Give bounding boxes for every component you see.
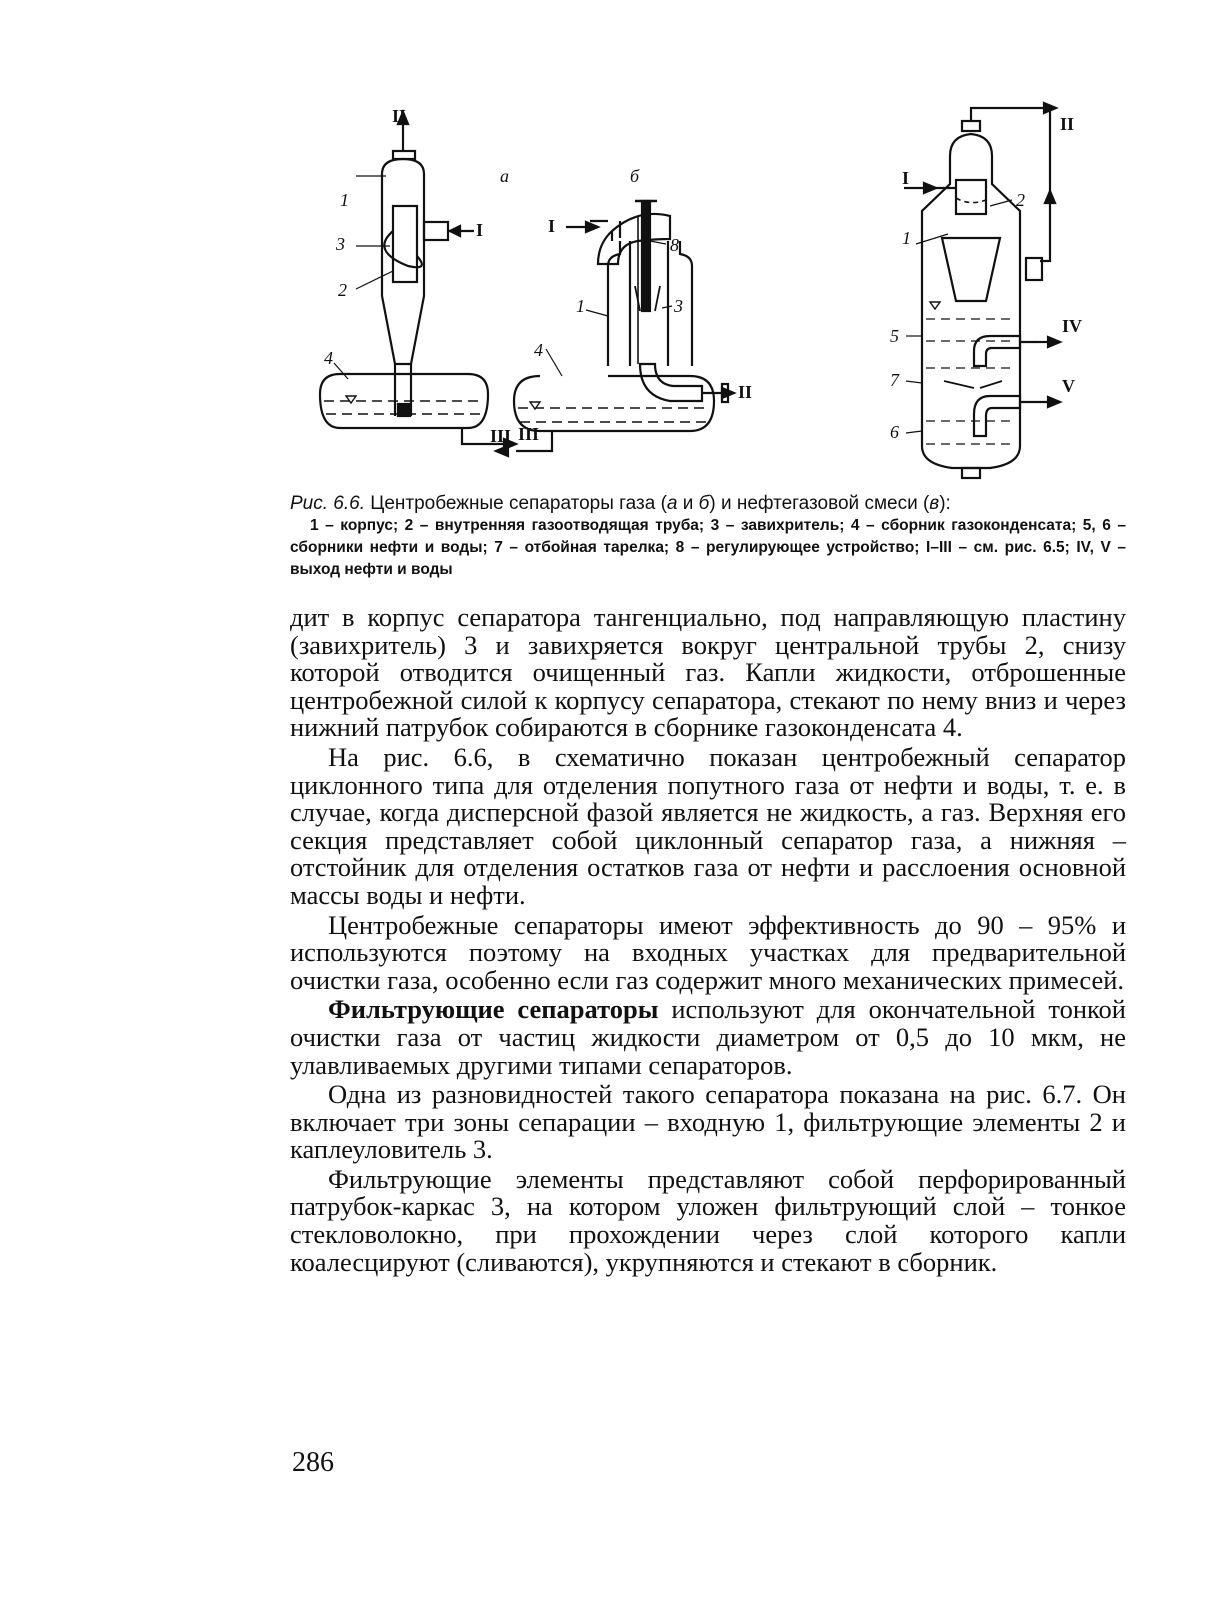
caption-title-a: а bbox=[666, 493, 678, 514]
label-a-3: 3 bbox=[336, 234, 345, 254]
caption-title-end: ): bbox=[939, 493, 951, 514]
paragraph-4-rest: используют для окончательной тонкой очистки газа от частиц жидкости диаметром от 0,5 до 10 мкм, не улавливаемых другими типами сепараторов. bbox=[290, 994, 1126, 1080]
paragraph-4-term: Фильтрующие сепараторы bbox=[328, 994, 659, 1025]
label-a-cond-out: III bbox=[518, 424, 540, 444]
label-b-cond-out: III bbox=[490, 426, 512, 446]
label-b-4: 4 bbox=[534, 340, 543, 360]
paragraph-4 bbox=[290, 996, 1126, 1079]
label-a-gas-out: II bbox=[392, 106, 407, 126]
label-a-1: 1 bbox=[340, 190, 349, 210]
separator-b bbox=[496, 201, 734, 456]
body-text bbox=[290, 604, 1126, 1278]
paragraph-6: Фильтрующие элементы представляют собой перфорированный патрубок-каркас 3, на котором уложен фильтрующий слой – тонкое стекловолокно, при прохождении через слой которого капли коалесцируют (сливаются), укрупняются и стекают в сборник. bbox=[290, 1163, 1126, 1277]
label-v-1: 1 bbox=[902, 228, 911, 248]
label-v-6: 6 bbox=[890, 422, 899, 442]
figure-6-6 bbox=[290, 96, 1130, 496]
caption-title-text-2: ) и нефтегазовой смеси ( bbox=[709, 493, 930, 514]
caption-fig-ref: Рис. 6.6. bbox=[290, 493, 365, 514]
caption-title-b: б bbox=[698, 493, 710, 514]
caption-title-and: и bbox=[677, 493, 699, 514]
paragraph-2: На рис. 6.6, в схематично показан центробежный сепаратор циклонного типа для отделения попутного газа от нефти и воды, т. е. в случае, когда дисперсной фазой является не жидкость, а газ. Верхняя его секция представляет собой циклонный сепаратор газа, а нижняя – отстойник для отделения остатков газа от нефти и расслоения основной массы воды и нефти. bbox=[290, 741, 1126, 910]
separator-a bbox=[320, 112, 516, 449]
label-v-gas-out: II bbox=[1060, 114, 1075, 134]
paragraph-5: Одна из разновидностей такого сепаратора показана на рис. 6.7. Он включает три зоны сепарации – входную 1, фильтрующие элементы 2 и каплеуловитель 3. bbox=[290, 1079, 1126, 1165]
separator-v bbox=[904, 103, 1060, 478]
caption-legend: 1 – корпус; 2 – внутренняя газоотводящая труба; 3 – завихритель; 4 – сборник газоконденсата; 5, 6 – сборники нефти и воды; 7 – отбойная тарелка; 8 – регулирующее устройство; I–III – см. рис. 6.5; IV, V – выход нефти и воды bbox=[290, 517, 1126, 578]
paragraph-3: Центробежные сепараторы имеют эффективность до 90 – 95% и используются поэтому на входных участках для предварительной очистки газа, особенно если газ содержит много механических примесей. bbox=[290, 909, 1126, 995]
label-v-oil-out: IV bbox=[1062, 316, 1083, 336]
label-a-2: 2 bbox=[338, 280, 347, 300]
label-a-4: 4 bbox=[324, 348, 333, 368]
label-b-3: 3 bbox=[674, 296, 683, 316]
caption-title-text-1: Центробежные сепараторы газа ( bbox=[365, 493, 667, 514]
label-v-7: 7 bbox=[890, 370, 899, 390]
panel-label-a: а bbox=[500, 166, 509, 186]
paragraph-1: дит в корпус сепаратора тангенциально, под направляющую пластину (завихритель) 3 и завихряется вокруг центральной трубы 2, снизу которой отводится очищенный газ. Капли жидкости, отброшенные центробежной силой к корпусу сепаратора, стекают по нему вниз и через нижний патрубок собираются в сборнике газоконденсата 4. bbox=[290, 602, 1126, 743]
label-v-2: 2 bbox=[1016, 190, 1025, 210]
label-b-8: 8 bbox=[670, 235, 679, 255]
caption-title bbox=[290, 493, 1126, 515]
label-v-water-out: V bbox=[1062, 376, 1075, 396]
label-v-inlet: I bbox=[902, 168, 910, 188]
caption-title-v: в bbox=[929, 493, 940, 514]
separators-diagram bbox=[290, 96, 1130, 496]
panel-label-b: б bbox=[630, 166, 640, 186]
label-v-5: 5 bbox=[890, 326, 899, 346]
label-b-gas-out: II bbox=[738, 382, 753, 402]
label-b-inlet: I bbox=[548, 216, 556, 236]
label-a-inlet: I bbox=[476, 220, 484, 240]
page-number: 286 bbox=[292, 1447, 334, 1478]
figure-caption bbox=[290, 493, 1126, 581]
label-b-1: 1 bbox=[576, 296, 585, 316]
